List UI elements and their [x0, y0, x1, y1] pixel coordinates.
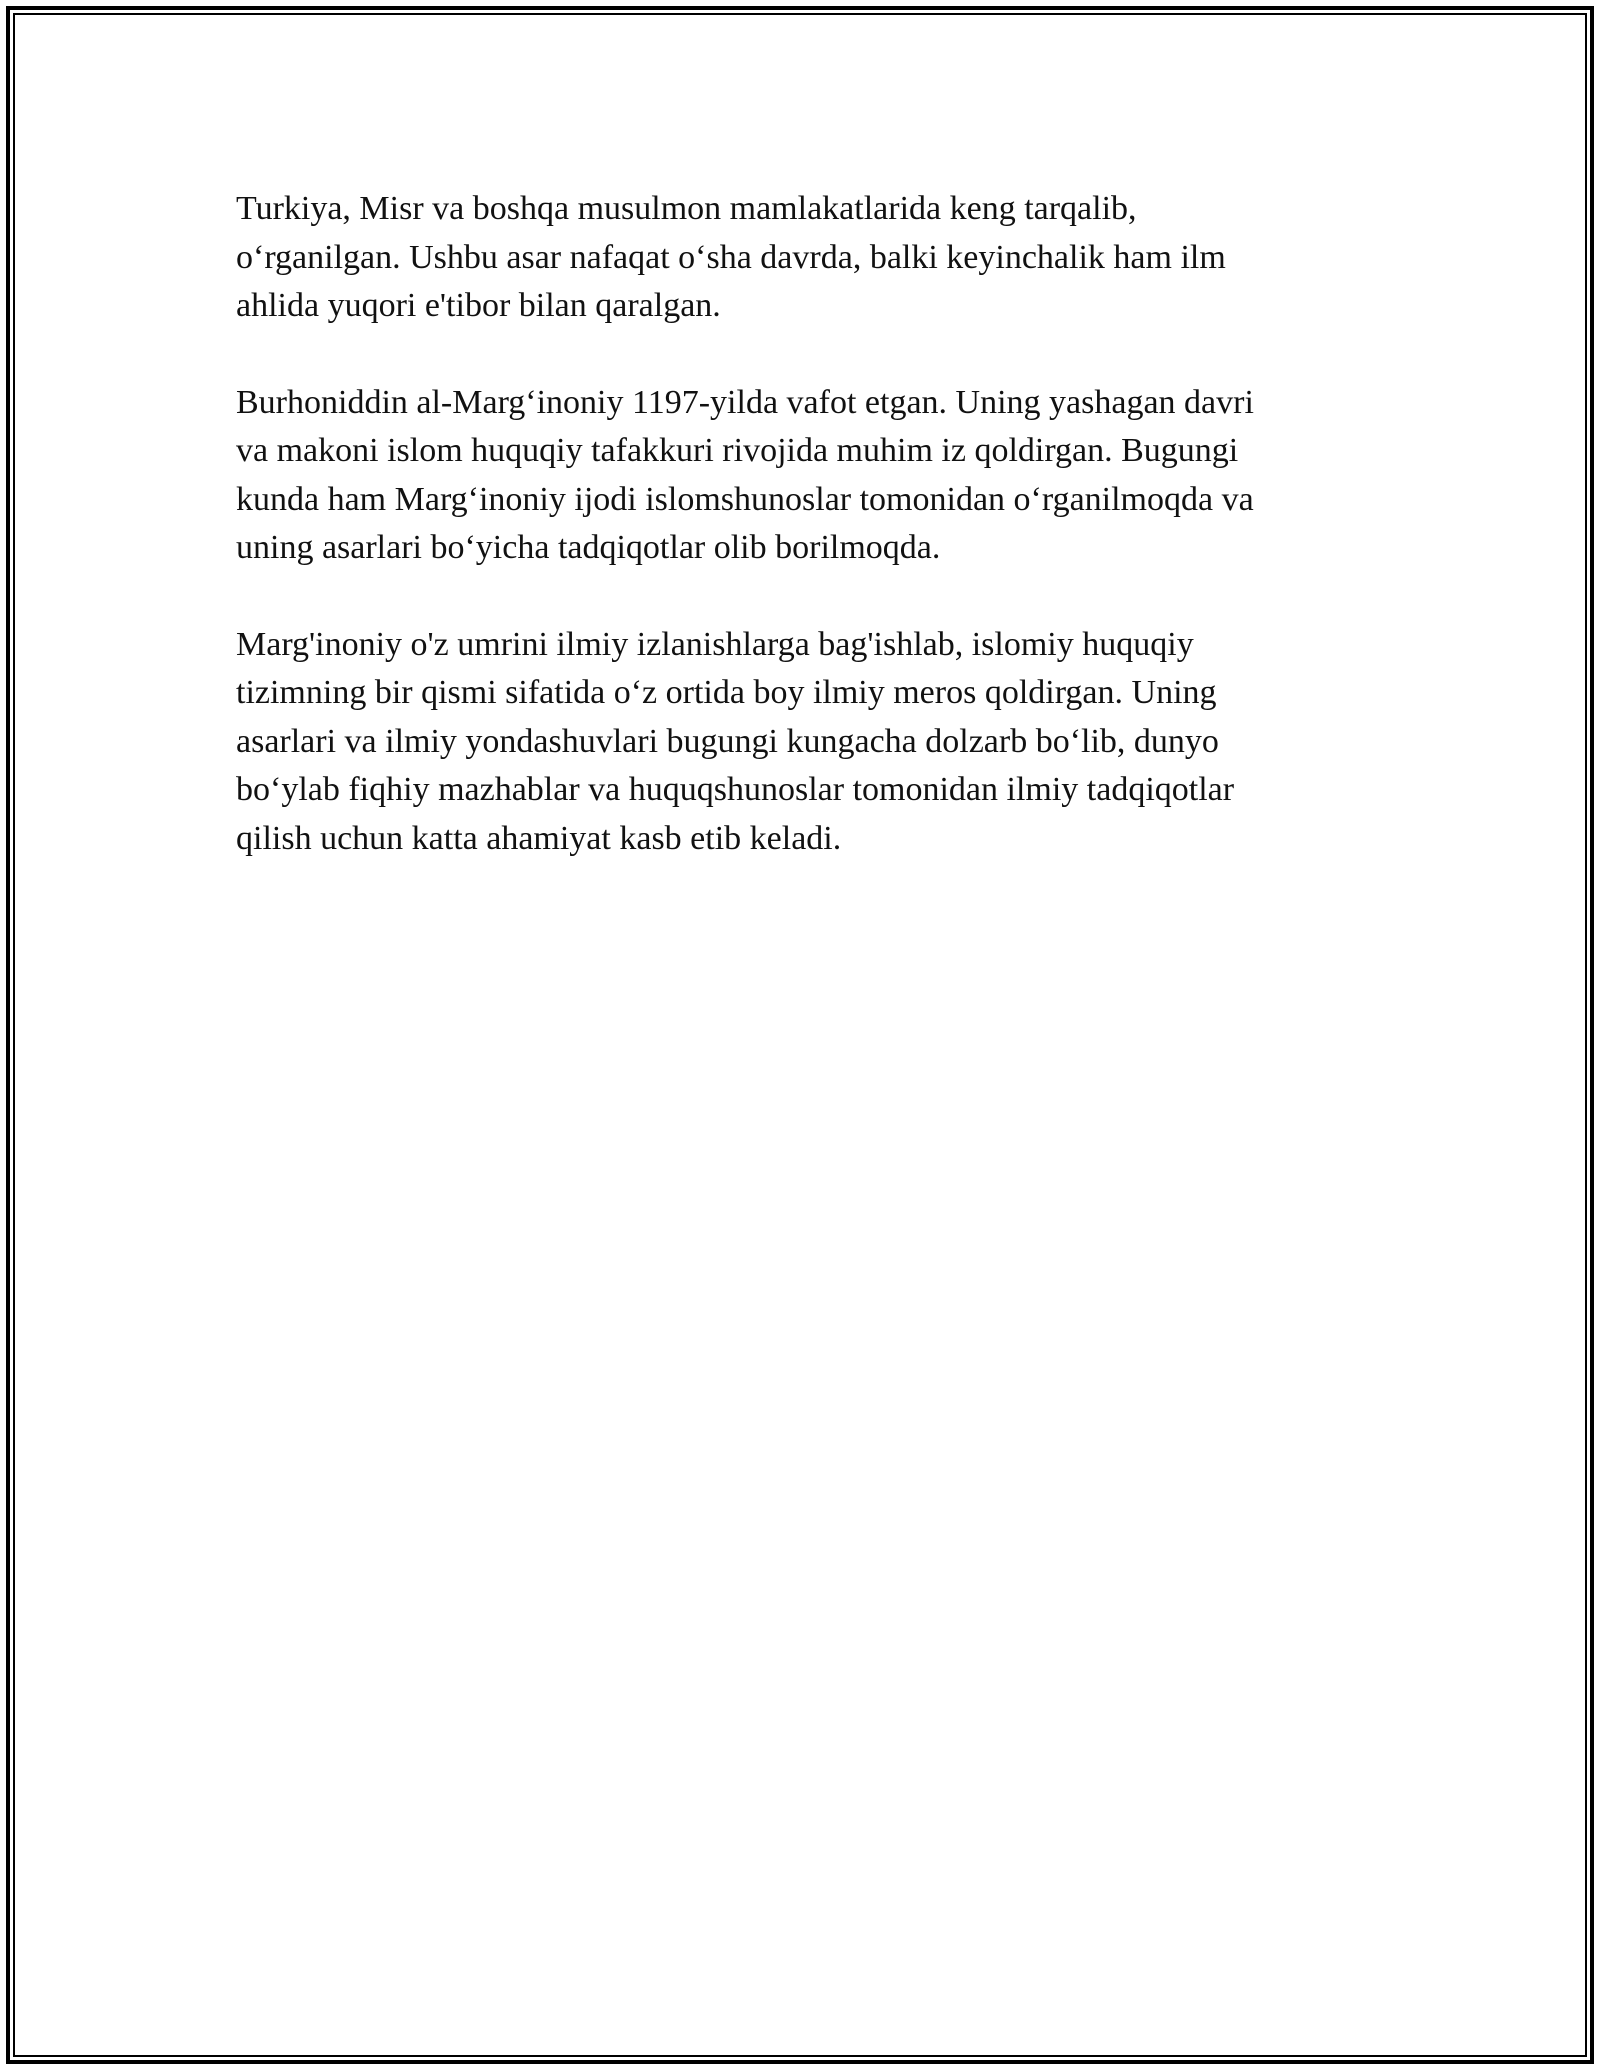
text-line: o‘rganilgan. Ushbu asar nafaqat o‘sha davrda, balki keyinchalik ham ilm	[236, 238, 1226, 276]
paragraph-1	[236, 185, 1346, 331]
text-line: Turkiya, Misr va boshqa musulmon mamlakatlarida keng tarqalib,	[236, 190, 1137, 227]
text-line: kunda ham Marg‘inoniy ijodi islomshunoslar tomonidan o‘rganilmoqda va	[236, 480, 1254, 518]
text-line: uning asarlari bo‘yicha tadqiqotlar olib borilmoqda.	[236, 529, 941, 566]
paragraph-3	[236, 621, 1346, 864]
text-line: bo‘ylab fiqhiy mazhablar va huquqshunoslar tomonidan ilmiy tadqiqotlar	[236, 771, 1235, 808]
text-line: qilish uchun katta ahamiyat kasb etib keladi.	[236, 819, 842, 857]
paragraph-2	[236, 379, 1346, 573]
text-line: Marg'inoniy o'z umrini ilmiy izlanishlarga bag'ishlab, islomiy huquqiy	[236, 625, 1194, 663]
text-line: tizimning bir qismi sifatida o‘z ortida boy ilmiy meros qoldirgan. Uning	[236, 674, 1217, 711]
text-line: asarlari va ilmiy yondashuvlari bugungi kungacha dolzarb bo‘lib, dunyo	[236, 722, 1219, 760]
document-body	[236, 185, 1346, 911]
text-line: va makoni islom huquqiy tafakkuri rivojida muhim iz qoldirgan. Bugungi	[236, 432, 1239, 469]
text-line: Burhoniddin al-Marg‘inoniy 1197-yilda vafot etgan. Uning yashagan davri	[236, 383, 1254, 421]
text-line: ahlida yuqori e'tibor bilan qaralgan.	[236, 287, 721, 324]
